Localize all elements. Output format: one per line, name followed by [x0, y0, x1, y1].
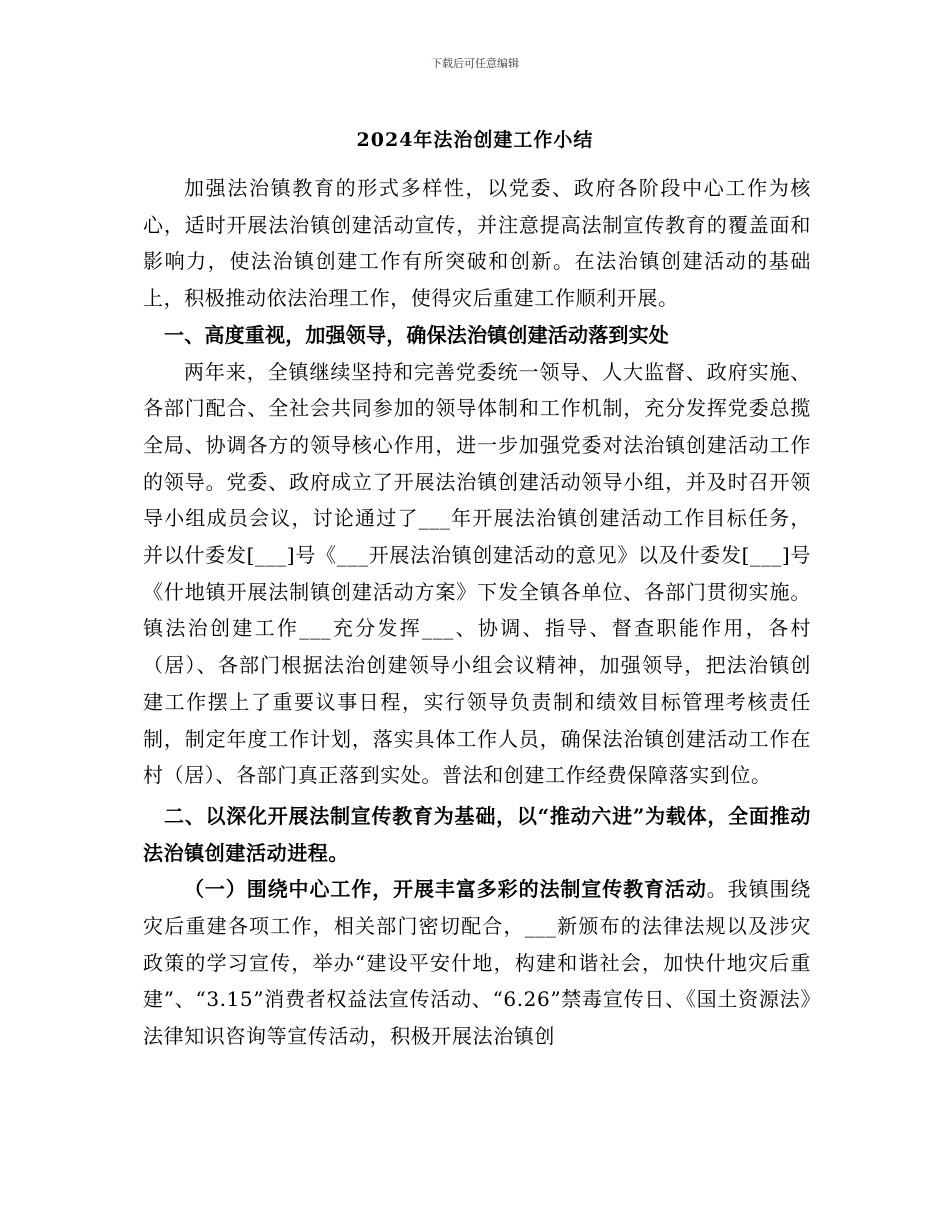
subsection-1-heading: （一）围绕中心工作，开展丰富多彩的法制宣传教育活动 — [184, 877, 707, 902]
section-2-heading: 二、以深化开展法制宣传教育为基础，以“推动六进”为载体，全面推动法治镇创建活动进程。 — [143, 803, 811, 865]
subsection-1-paragraph — [143, 871, 811, 1055]
document-title: 2024年法治创建工作小结 — [356, 129, 594, 151]
section-1-paragraph: 两年来，全镇继续坚持和完善党委统一领导、人大监督、政府实施、各部门配合、全社会共同参加的领导体制和工作机制，充分发挥党委总揽全局、协调各方的领导核心作用，进一步加强党委对法治镇创建活动工作的领导。党委、政府成立了开展法治镇创建活动领导小组，并及时召开领导小组成员会议，讨论通过了___年开展法治镇创建活动工作目标任务，并以什委发[___]号《___开展法治镇创建活动的意见》以及什委发[___]号《什地镇开展法制镇创建活动方案》下发全镇各单位、各部门贯彻实施。镇法治创建工作___充分发挥___、协调、指导、督查职能作用，各村（居）、各部门根据法治创建领导小组会议精神，加强领导，把法治镇创建工作摆上了重要议事日程，实行领导负责制和绩效目标管理考核责任制，制定年度工作计划，落实具体工作人员，确保法治镇创建活动工作在村（居）、各部门真正落到实处。普法和创建工作经费保障落实到位。 — [143, 359, 811, 788]
page-header-note: 下载后可任意编辑 — [431, 57, 519, 70]
document-body — [143, 170, 811, 1055]
section-1-heading: 一、高度重视，加强领导，确保法治镇创建活动落到实处 — [164, 322, 669, 347]
subsection-1-body: 。我镇围绕灾后重建各项工作，相关部门密切配合，___新颁布的法律法规以及涉灾政策的学习宣传，举办“建设平安什地，构建和谐社会，加快什地灾后重建”、“3.15”消费者权益法宣传活动、“6.26”禁毒宣传日、《国土资源法》法律知识咨询等宣传活动，积极开展法治镇创 — [143, 877, 812, 1049]
intro-paragraph: 加强法治镇教育的形式多样性，以党委、政府各阶段中心工作为核心，适时开展法治镇创建活动宣传，并注意提高法制宣传教育的覆盖面和影响力，使法治镇创建工作有所突破和创新。在法治镇创建活动的基础上，积极推动依法治理工作，使得灾后重建工作顺利开展。 — [143, 176, 811, 311]
